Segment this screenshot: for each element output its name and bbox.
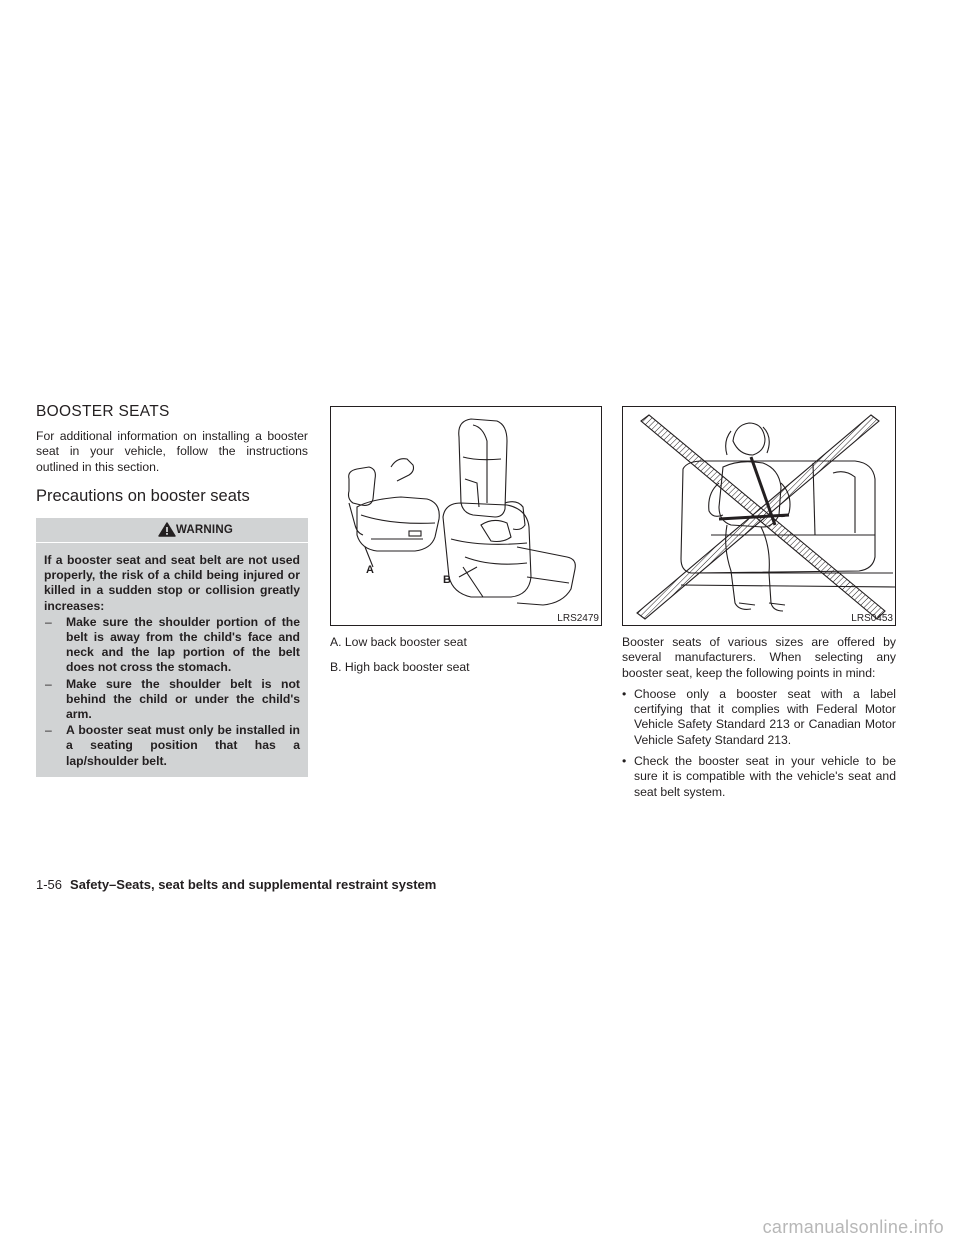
warning-box — [36, 518, 308, 777]
subsection-title: Precautions on booster seats — [36, 486, 250, 505]
figure-code: LRS2479 — [557, 613, 599, 624]
figure-code: LRS0453 — [851, 613, 893, 624]
booster-selection-paragraph: Booster seats of various sizes are offered by several manufacturers. When selecting any booster seat, keep the following points in mind: — [622, 635, 896, 680]
warning-item-text: A booster seat must only be installed in a seating position that has a lap/shoulder belt. — [66, 723, 300, 768]
warning-item — [44, 677, 300, 723]
child-seated-crossed-out-drawing — [623, 407, 895, 625]
warning-item-text: Make sure the shoulder portion of the belt is away from the child's face and neck and the lap portion of the belt does not cross the stomach. — [66, 614, 300, 675]
improper-seating-illustration — [622, 406, 896, 626]
warning-item — [44, 723, 300, 769]
warning-item-text: Make sure the shoulder belt is not behind the child or under the child's arm. — [66, 676, 300, 721]
list-item — [622, 687, 896, 748]
list-item-text: Choose only a booster seat with a label certifying that it complies with Federal Motor Vehicle Safety Standard 213 or Canadian Motor Vehicle Safety Standard 213. — [634, 686, 896, 747]
callout-a: A — [366, 564, 374, 576]
left-column — [36, 403, 308, 777]
figure-caption: A. Low back booster seat — [330, 635, 467, 649]
warning-list — [44, 615, 300, 769]
section-title: BOOSTER SEATS — [36, 403, 170, 420]
right-column — [622, 406, 896, 806]
warning-item — [44, 615, 300, 676]
section-intro: For additional information on installing a booster seat in your vehicle, follow the instructions outlined in this section. — [36, 429, 308, 474]
watermark-link[interactable]: carmanualsonline.info — [762, 1217, 944, 1237]
list-item-text: Check the booster seat in your vehicle to be sure it is compatible with the vehicle's seat and seat belt system. — [634, 754, 896, 799]
warning-label: WARNING — [176, 523, 233, 536]
figure-caption: B. High back booster seat — [330, 660, 470, 675]
dash-bullet: – — [45, 614, 52, 629]
page-number: 1-56 — [36, 877, 63, 892]
bullet-dot: • — [622, 686, 627, 701]
warning-header — [36, 518, 308, 543]
page-footer — [36, 877, 436, 892]
dash-bullet: – — [45, 723, 52, 738]
booster-selection-list — [622, 687, 896, 800]
chapter-title: Safety–Seats, seat belts and supplemental restraint system — [70, 877, 437, 892]
bullet-dot: • — [622, 754, 627, 769]
dash-bullet: – — [45, 676, 52, 691]
booster-seats-drawing — [331, 407, 601, 625]
middle-column — [330, 406, 602, 676]
warning-lead: If a booster seat and seat belt are not used properly, the risk of a child being injured or killed in a sudden stop or collision greatly increases: — [44, 552, 300, 613]
callout-b: B — [443, 574, 451, 586]
warning-triangle-icon — [158, 522, 176, 537]
booster-seats-illustration — [330, 406, 602, 626]
list-item — [622, 754, 896, 800]
